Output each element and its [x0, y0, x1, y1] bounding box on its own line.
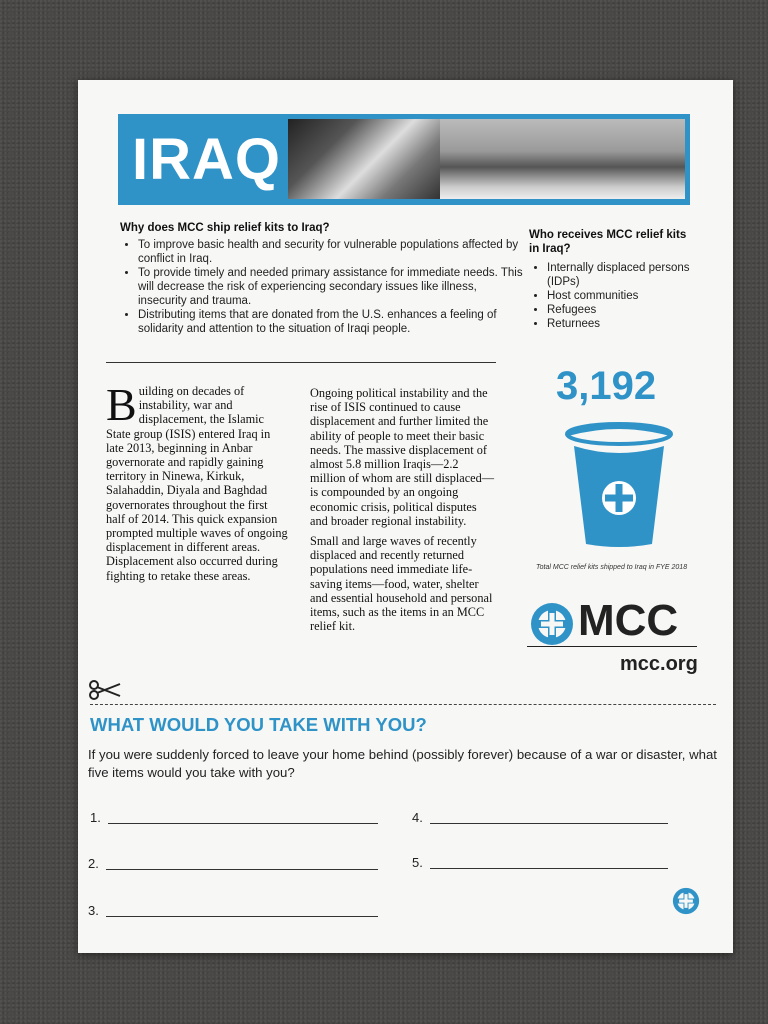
list-item: • To improve basic health and security for vulnerable populations affected by conflict in Iraq. [138, 238, 523, 266]
cut-line [90, 704, 716, 705]
list-item: • Returnees [547, 317, 697, 331]
kit-count: 3,192 [556, 364, 657, 408]
bucket-icon [564, 420, 674, 550]
stat-caption: Total MCC relief kits shipped to Iraq in FYE 2018 [536, 564, 688, 571]
answer-field-1[interactable] [90, 810, 101, 825]
website-link[interactable]: mcc.org [620, 653, 698, 675]
article-column-2 [310, 386, 495, 633]
flyer-sheet [78, 80, 733, 953]
list-item: • Refugees [547, 303, 697, 317]
field-label: 5. [412, 855, 423, 870]
scissors-icon [88, 680, 122, 700]
logo-rule [527, 646, 697, 647]
who-heading: Who receives MCC relief kits in Iraq? [529, 229, 687, 255]
who-list [529, 261, 697, 331]
mcc-cross-icon [671, 886, 701, 916]
field-label: 1. [90, 810, 101, 825]
why-list [120, 238, 523, 336]
article-paragraph: Small and large waves of recently displaced and recently returned populations need immediate life-saving items—food, water, shelter and essential household and personal items, such as the items in an MCC relief kit. [310, 534, 493, 634]
divider [106, 362, 496, 363]
field-label: 3. [88, 903, 99, 918]
field-label: 2. [88, 856, 99, 871]
article-text: uilding on decades of instability, war and displacement, the Islamic State group (ISIS) entered Iraq in late 2013, beginning in Anbar governorate and rapidly gaining territory in Ninewa, Kirkuk, Salahaddin, Diyala and Baghdad governorates throughout the first half of 2014. This quick expansion prompted multiple waves of ongoing displacement in different areas. Displacement also occurred during fighting to retake these areas. [106, 384, 288, 583]
field-label: 4. [412, 810, 423, 825]
list-item: • Distributing items that are donated from the U.S. enhances a feeling of solidarity and attention to the situation of Iraqi people. [138, 308, 523, 336]
why-heading: Why does MCC ship relief kits to Iraq? [120, 222, 330, 234]
answer-field-2[interactable] [88, 856, 99, 871]
answer-field-5[interactable] [412, 855, 423, 870]
answer-field-4[interactable] [412, 810, 423, 825]
banner-photo-right [440, 119, 685, 199]
list-item: • Host communities [547, 289, 697, 303]
article-column-1 [106, 379, 288, 583]
article-paragraph: Ongoing political instability and the rise of ISIS continued to cause displacement and further limited the ability of people to meet their basic needs. The massive displacement of almost 5.8 million Iraqis—2.2 million of whom are still displaced—is compounded by an ongoing economic crisis, political disputes and broader regional instability. [310, 386, 495, 528]
activity-prompt: If you were suddenly forced to leave your home behind (possibly forever) because of a war or disaster, what five items would you take with you? [88, 747, 717, 780]
drop-cap: B [106, 379, 137, 430]
title-banner [118, 114, 690, 205]
mcc-cross-icon [528, 600, 576, 648]
banner-photo-left [288, 119, 440, 199]
page-title: IRAQ [132, 127, 281, 192]
activity-heading: WHAT WOULD YOU TAKE WITH YOU? [90, 714, 427, 735]
list-item: • To provide timely and needed primary assistance for immediate needs. This will decrease the risk of experiencing secondary issues like illness, insecurity and trauma. [138, 266, 523, 308]
list-item: • Internally displaced persons (IDPs) [547, 261, 697, 289]
answer-field-3[interactable] [88, 903, 99, 918]
mcc-logo-text: MCC [578, 596, 679, 645]
